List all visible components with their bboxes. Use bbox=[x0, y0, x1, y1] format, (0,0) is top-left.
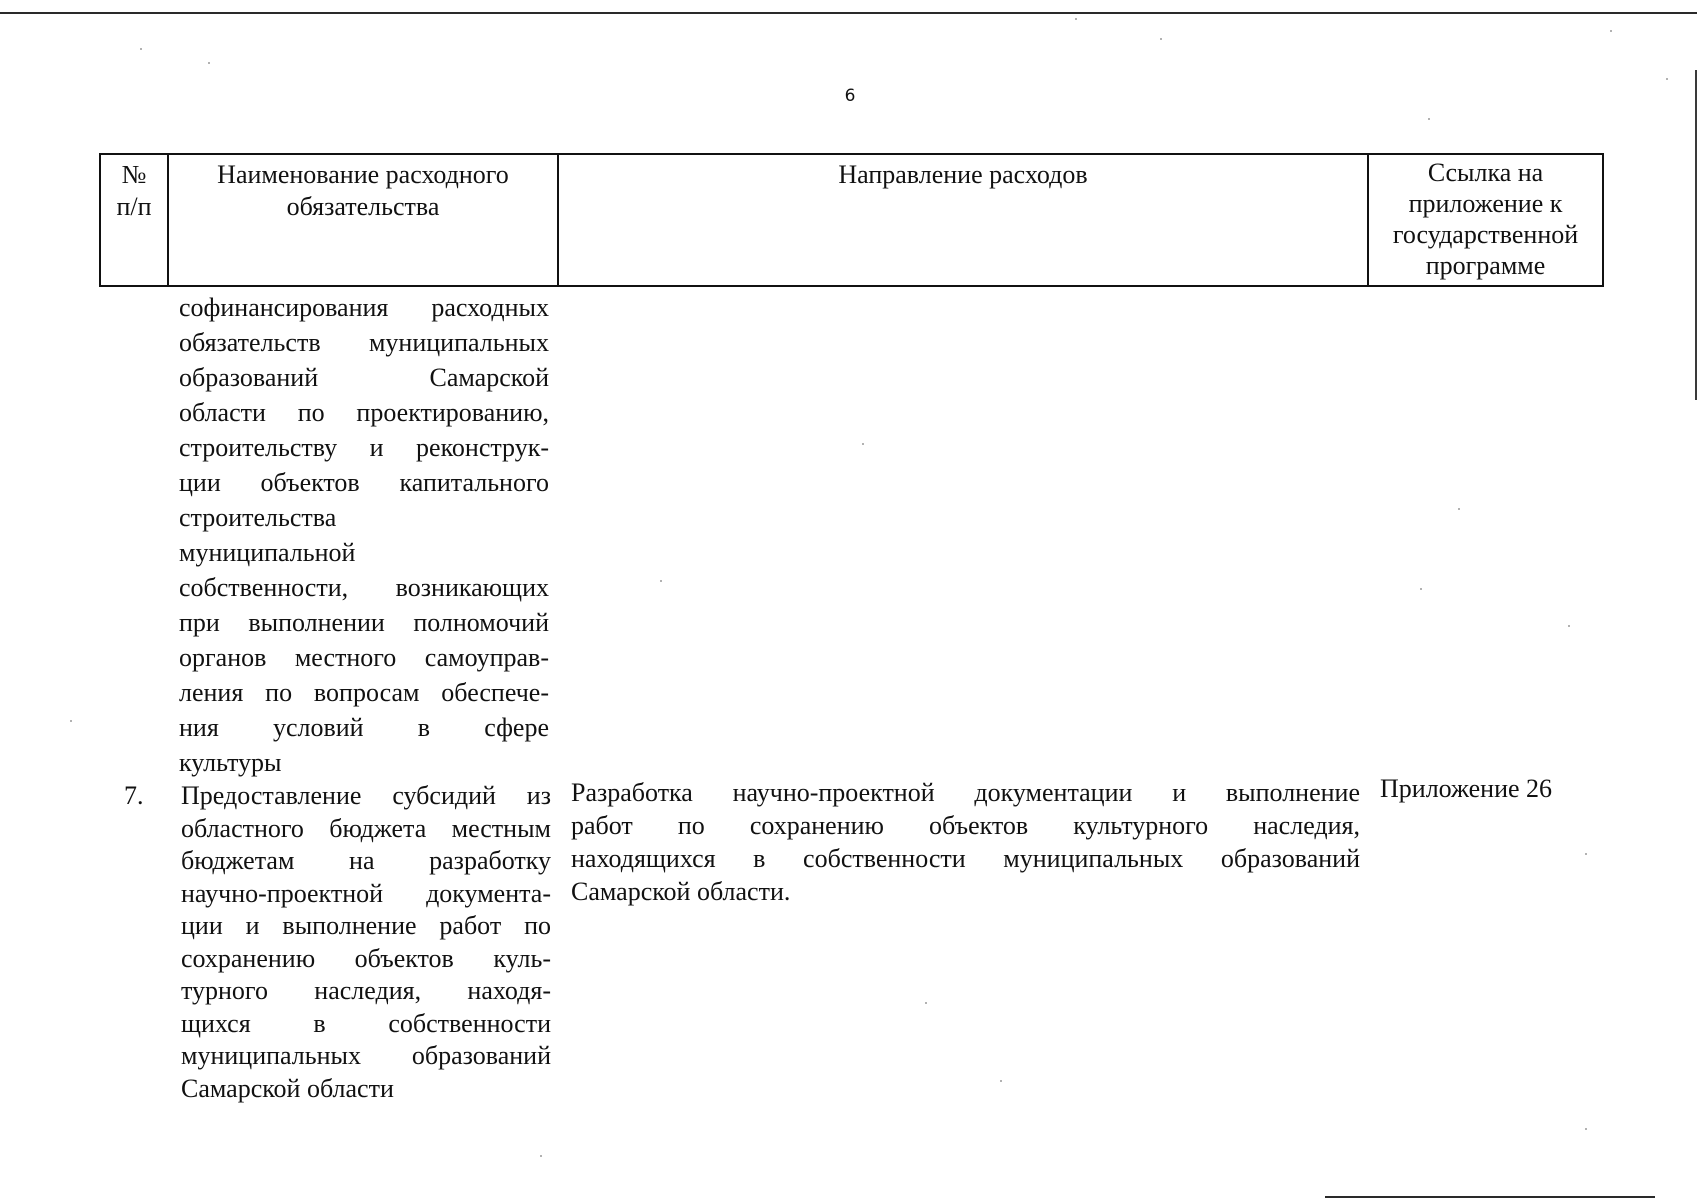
text-line: обязательств муниципальных bbox=[179, 328, 549, 357]
scan-speck bbox=[1585, 853, 1587, 855]
scan-speck bbox=[1420, 588, 1422, 590]
text-line: Предоставление субсидий из bbox=[181, 781, 551, 810]
text-line: щихся в собственности bbox=[181, 1008, 551, 1038]
text-line: образований Самарской bbox=[179, 363, 549, 392]
text-line: сохранению объектов куль- bbox=[181, 943, 551, 973]
page-number: 6 bbox=[844, 86, 856, 106]
text-line: культуры bbox=[179, 748, 282, 777]
header-col-number-line: № bbox=[121, 160, 147, 189]
text-line: Самарской области bbox=[181, 1073, 394, 1103]
text-line: ления по вопросам обеспече- bbox=[179, 678, 549, 707]
text-line: собственности, возникающих bbox=[179, 573, 549, 602]
header-col-name bbox=[169, 155, 559, 285]
scan-speck bbox=[660, 580, 662, 582]
header-col-number bbox=[101, 155, 169, 285]
header-col-reference bbox=[1369, 155, 1602, 285]
scan-speck bbox=[1428, 118, 1430, 120]
continued-row-name bbox=[179, 290, 549, 780]
text-line: строительства bbox=[179, 503, 337, 532]
row-7-direction bbox=[571, 776, 1360, 908]
text-line: научно-проектной документа- bbox=[181, 878, 551, 908]
scan-speck bbox=[862, 443, 864, 445]
row-number: 7. bbox=[124, 781, 144, 810]
text-line: ции объектов капитального bbox=[179, 468, 549, 497]
text-line: муниципальных образований bbox=[181, 1041, 551, 1070]
table-header bbox=[99, 153, 1604, 287]
header-col-direction: Направление расходов bbox=[559, 155, 1369, 285]
scan-border-bottom bbox=[1325, 1196, 1655, 1198]
scan-speck bbox=[1075, 18, 1077, 20]
scan-speck bbox=[1610, 30, 1612, 32]
text-line: турного наследия, находя- bbox=[181, 976, 551, 1005]
text-line: области по проектированию, bbox=[179, 398, 549, 427]
header-col-number-line: п/п bbox=[116, 192, 152, 221]
text-line: ния условий в сфере bbox=[179, 713, 549, 742]
text-line: Самарской области. bbox=[571, 877, 791, 906]
scan-speck bbox=[1585, 1128, 1587, 1130]
text-line: софинансирования расходных bbox=[179, 293, 549, 322]
header-col-reference-line: приложение к bbox=[1408, 189, 1563, 218]
row-7-reference: Приложение 26 bbox=[1380, 774, 1553, 803]
header-col-name-line: обязательства bbox=[286, 192, 440, 221]
header-col-reference-line: Ссылка на bbox=[1427, 158, 1544, 187]
header-col-reference-line: программе bbox=[1425, 251, 1546, 280]
header-col-name-line: Наименование расходного bbox=[217, 160, 509, 189]
scan-speck bbox=[208, 62, 210, 64]
scan-speck bbox=[70, 720, 72, 722]
header-col-reference-line: государственной bbox=[1392, 220, 1579, 249]
row-7-name bbox=[181, 780, 551, 1105]
text-line: строительству и реконструк- bbox=[179, 433, 549, 462]
text-line: работ по сохранению объектов культурного наследия, bbox=[571, 811, 1360, 840]
scan-speck bbox=[925, 1002, 927, 1004]
scan-speck bbox=[140, 48, 142, 50]
scan-speck bbox=[1160, 38, 1162, 40]
scan-speck bbox=[540, 1155, 542, 1157]
text-line: областного бюджета местным bbox=[181, 813, 551, 843]
scan-speck bbox=[1666, 78, 1668, 80]
text-line: органов местного самоуправ- bbox=[179, 643, 549, 672]
text-line: находящихся в собственности муниципальных образований bbox=[571, 844, 1360, 873]
scan-speck bbox=[1458, 508, 1460, 510]
scan-speck bbox=[1568, 625, 1570, 627]
text-line: Разработка научно-проектной документации и выполнение bbox=[571, 778, 1360, 807]
scan-border-top bbox=[0, 12, 1697, 14]
text-line: муниципальной bbox=[179, 538, 356, 567]
text-line: при выполнении полномочий bbox=[179, 608, 549, 637]
text-line: ции и выполнение работ по bbox=[181, 911, 551, 940]
text-line: бюджетам на разработку bbox=[181, 846, 551, 875]
scan-speck bbox=[1000, 1080, 1002, 1082]
